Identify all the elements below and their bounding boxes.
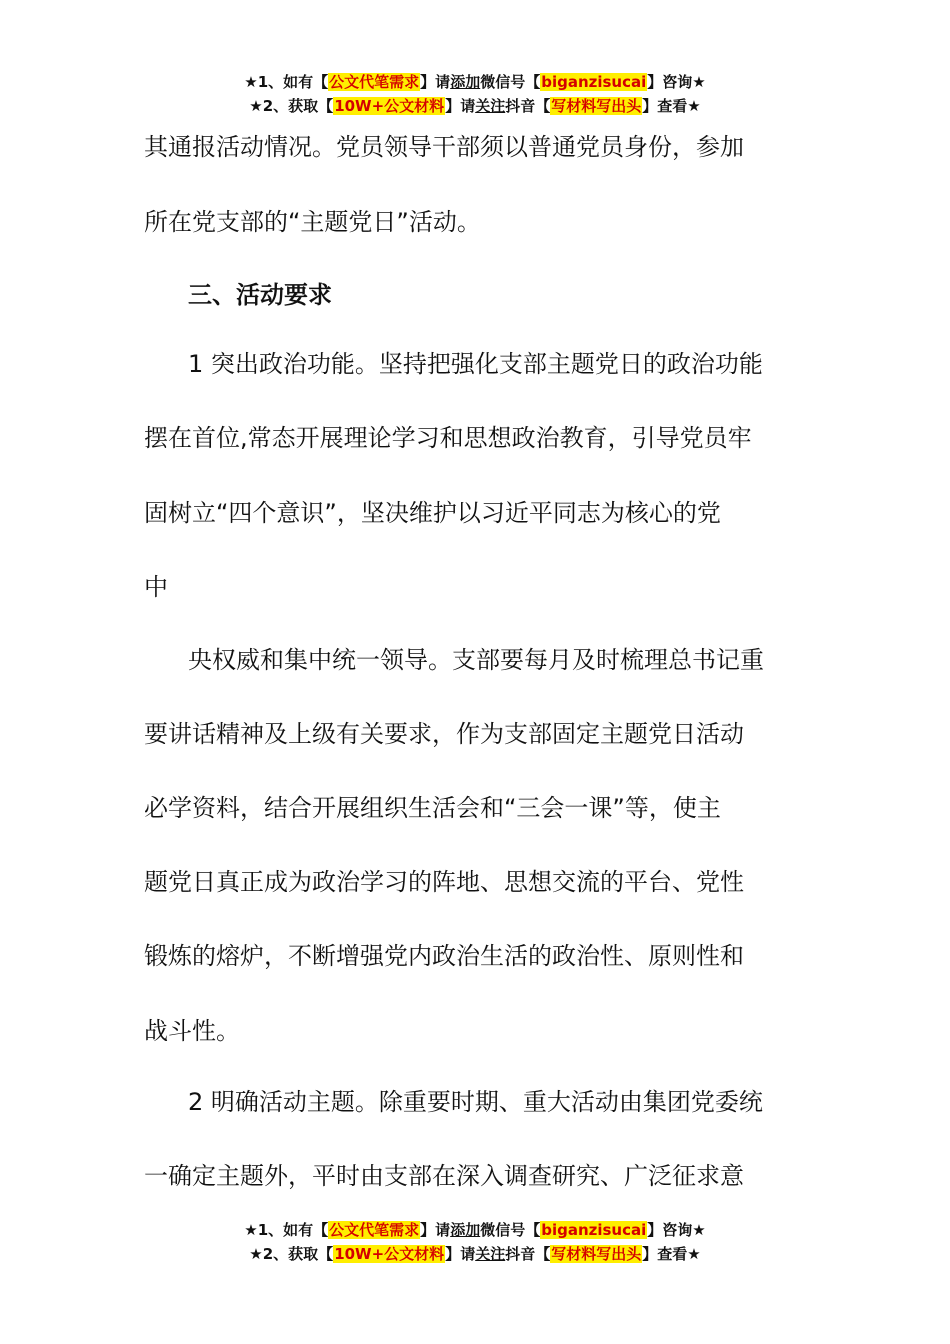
banner-text: 】咨询★: [647, 1221, 706, 1239]
text-line: 要讲话精神及上级有关要求，作为支部固定主题党日活动: [144, 720, 744, 748]
text-line: 题党日真正成为政治学习的阵地、思想交流的平台、党性: [144, 868, 744, 896]
underline-add: 添加: [450, 1221, 481, 1239]
text-line: 锻炼的熔炉，不断增强党内政治生活的政治性、原则性和: [144, 942, 744, 970]
text-line: 一确定主题外，平时由支部在深入调查研究、广泛征求意: [144, 1162, 744, 1190]
banner-text: 2、获取【: [262, 97, 334, 115]
highlight-wechat-id: biganzisucai: [541, 73, 647, 91]
footer-banner: [0, 1218, 950, 1266]
banner-text: 2、获取【: [262, 1245, 334, 1263]
banner-text: 】查看★: [642, 97, 701, 115]
underline-follow: 关注: [475, 97, 506, 115]
banner-line-2: [0, 94, 950, 118]
underline-add: 添加: [450, 73, 481, 91]
banner-line-1: [0, 70, 950, 94]
banner-text: 】请: [420, 73, 451, 91]
highlight-materials: 10W+公文材料: [334, 97, 445, 115]
text-line: 央权威和集中统一领导。支部要每月及时梳理总书记重: [188, 646, 764, 674]
star-icon: ★: [249, 97, 263, 115]
highlight-douyin: 写材料写出头: [551, 97, 642, 115]
banner-line-2: [0, 1242, 950, 1266]
highlight-materials: 10W+公文材料: [334, 1245, 445, 1263]
star-icon: ★: [244, 1221, 258, 1239]
text-line: 中: [144, 573, 168, 601]
highlight-service: 公文代笔需求: [329, 1221, 420, 1239]
banner-text: 】请: [420, 1221, 451, 1239]
text-line: 2 明确活动主题。除重要时期、重大活动由集团党委统: [188, 1088, 763, 1116]
highlight-douyin: 写材料写出头: [551, 1245, 642, 1263]
banner-text: 微信号【: [480, 73, 541, 91]
text-line: 必学资料，结合开展组织生活会和“三会一课”等，使主: [144, 794, 721, 822]
banner-text: 抖音【: [505, 97, 551, 115]
text-line: 固树立“四个意识”，坚决维护以习近平同志为核心的党: [144, 499, 721, 527]
text-line: 1 突出政治功能。坚持把强化支部主题党日的政治功能: [188, 350, 763, 378]
banner-text: 1、如有【: [257, 73, 329, 91]
text-line: 摆在首位,常态开展理论学习和思想政治教育，引导党员牢: [144, 424, 752, 452]
banner-text: 】咨询★: [647, 73, 706, 91]
section-heading: 三、活动要求: [188, 281, 332, 309]
text-line: 其通报活动情况。党员领导干部须以普通党员身份，参加: [144, 133, 744, 161]
underline-follow: 关注: [475, 1245, 506, 1263]
banner-text: 1、如有【: [257, 1221, 329, 1239]
banner-text: 抖音【: [505, 1245, 551, 1263]
header-banner: [0, 70, 950, 118]
banner-text: 】请: [445, 1245, 476, 1263]
text-line: 所在党支部的“主题党日”活动。: [144, 208, 481, 236]
highlight-service: 公文代笔需求: [329, 73, 420, 91]
banner-text: 微信号【: [480, 1221, 541, 1239]
banner-line-1: [0, 1218, 950, 1242]
star-icon: ★: [249, 1245, 263, 1263]
banner-text: 】查看★: [642, 1245, 701, 1263]
banner-text: 】请: [445, 97, 476, 115]
star-icon: ★: [244, 73, 258, 91]
text-line: 战斗性。: [144, 1017, 240, 1045]
highlight-wechat-id: biganzisucai: [541, 1221, 647, 1239]
